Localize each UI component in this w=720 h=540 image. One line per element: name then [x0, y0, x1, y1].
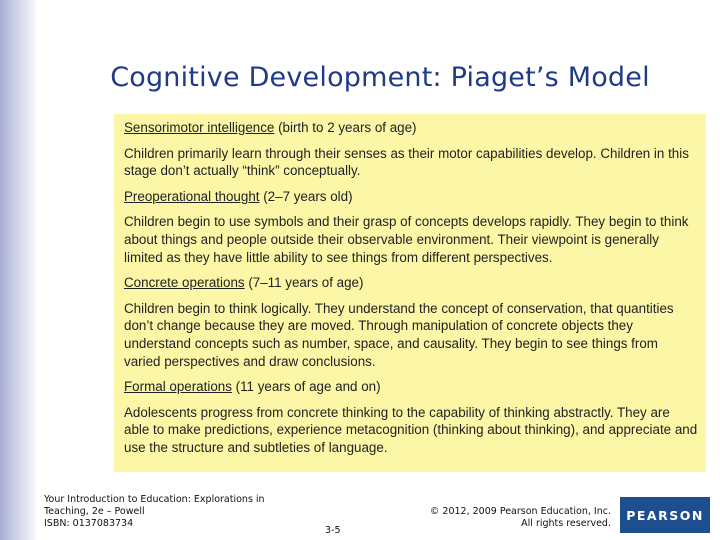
- left-decorative-band: [0, 0, 38, 540]
- copyright-line: © 2012, 2009 Pearson Education, Inc.: [429, 506, 611, 517]
- stage-description: Adolescents progress from concrete thinking to the capability of thinking abstractly. They are able to make predictions, experience metacognition (thinking about thinking), and appreciate and use the structure and subtleties of language.: [124, 404, 698, 455]
- book-citation: [44, 494, 304, 530]
- logo-text: PEARSON: [626, 507, 704, 523]
- stage-age-range: (7–11 years of age): [244, 275, 364, 291]
- book-title-line: Your Introduction to Education: Explorations in: [44, 494, 265, 505]
- stage-heading-sensorimotor: [124, 119, 698, 137]
- copyright-notice: [400, 506, 611, 530]
- stage-description: Children primarily learn through their senses as their motor capabilities develop. Children in this stage don’t actually “think” conceptually.: [124, 145, 689, 179]
- stage-heading-concrete-operations: [124, 274, 698, 292]
- stage-name: Sensorimotor intelligence: [124, 120, 275, 135]
- piaget-stages-card: [114, 114, 706, 472]
- isbn-line: ISBN: 0137083734: [44, 518, 134, 529]
- stage-description: Children begin to think logically. They understand the concept of conservation, that quantities don’t change because they are moved. Through manipulation of concrete objects they understand concepts such as number, space, and causality. They begin to see things from varied perspectives and draw conclusions.: [124, 300, 674, 369]
- book-edition-line: Teaching, 2e – Powell: [44, 506, 145, 517]
- stage-age-range: (2–7 years old): [259, 188, 353, 204]
- stage-name: Concrete operations: [124, 275, 245, 291]
- stage-heading-formal-operations: [124, 378, 698, 396]
- pearson-logo: [620, 497, 710, 533]
- rights-line: All rights reserved.: [521, 518, 611, 529]
- stage-description: Children begin to use symbols and their grasp of concepts develops rapidly. They begin to think about things and people outside their observable environment. Their viewpoint is generally limited as they have little ability to see things from different perspectives.: [124, 214, 689, 265]
- stage-heading-preoperational: [124, 188, 698, 206]
- stage-age-range: (birth to 2 years of age): [274, 120, 417, 135]
- stage-name: Preoperational thought: [124, 188, 260, 204]
- slide-number: 3-5: [325, 525, 341, 536]
- stage-name: Formal operations: [124, 379, 232, 395]
- slide-title: Cognitive Development: Piaget’s Model: [110, 62, 650, 93]
- stage-age-range: (11 years of age and on): [231, 379, 381, 395]
